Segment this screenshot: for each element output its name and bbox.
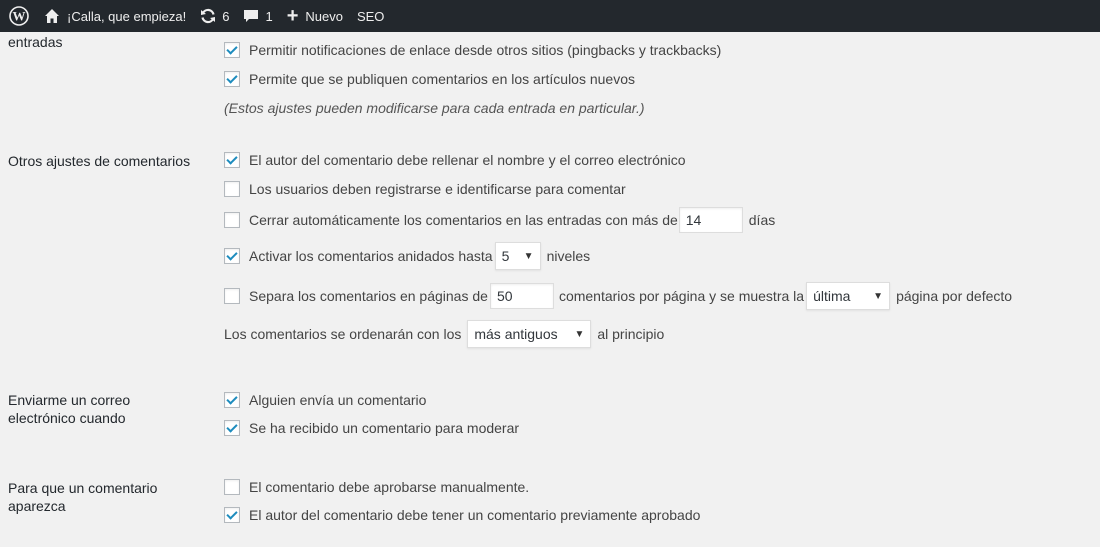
thread-depth-select[interactable]: 5 ▼	[495, 242, 541, 270]
allow-comments-option[interactable]: Permite que se publiquen comentarios en los artículos nuevos	[224, 67, 635, 91]
close-comments-days-input[interactable]: 14	[679, 207, 743, 233]
seo-label: SEO	[356, 8, 385, 24]
per-post-note: (Estos ajustes pueden modificarse para cada entrada en particular.)	[224, 100, 645, 116]
section-label-before-comment-appears: Para que un comentario aparezca	[8, 480, 158, 514]
pingbacks-option[interactable]: Permitir notificaciones de enlace desde otros sitios (pingbacks y trackbacks)	[224, 38, 721, 62]
wordpress-logo-icon[interactable]	[1, 0, 37, 32]
close-comments-checkbox[interactable]	[224, 212, 240, 228]
chevron-down-icon: ▼	[574, 328, 585, 340]
section-label-email-me: Enviarme un correo electrónico cuando	[8, 392, 131, 426]
comments-count: 1	[265, 8, 273, 24]
previously-approved-checkbox[interactable]	[224, 507, 240, 523]
home-icon	[44, 8, 60, 24]
paged-comments-option[interactable]: Separa los comentarios en páginas de 50 comentarios por página y se muestra la última ▼ página por defecto	[224, 284, 1012, 308]
comments-per-page-input[interactable]: 50	[490, 283, 554, 309]
updates-icon	[200, 8, 216, 24]
site-name: ¡Calla, que empieza!	[67, 8, 187, 24]
new-content-link[interactable]	[280, 0, 350, 32]
comment-order-option: Los comentarios se ordenarán con los más antiguos ▼ al principio	[224, 322, 664, 346]
svg-text:W: W	[12, 8, 26, 24]
admin-bar	[0, 0, 1100, 32]
require-registration-checkbox[interactable]	[224, 181, 240, 197]
require-name-email-checkbox[interactable]	[224, 152, 240, 168]
email-moderation-option[interactable]: Se ha recibido un comentario para moderar	[224, 416, 519, 440]
comment-icon	[243, 8, 259, 24]
close-comments-option[interactable]: Cerrar automáticamente los comentarios en las entradas con más de 14 días	[224, 208, 775, 232]
email-moderation-checkbox[interactable]	[224, 420, 240, 436]
section-label-other-comment-settings: Otros ajustes de comentarios	[8, 153, 191, 169]
previously-approved-option[interactable]: El autor del comentario debe tener un comentario previamente aprobado	[224, 503, 700, 527]
allow-comments-checkbox[interactable]	[224, 71, 240, 87]
pingbacks-checkbox[interactable]	[224, 42, 240, 58]
manual-approval-option[interactable]: El comentario debe aprobarse manualmente.	[224, 475, 529, 499]
section-label-entradas: entradas	[8, 34, 63, 50]
paged-comments-checkbox[interactable]	[224, 288, 240, 304]
comments-link[interactable]	[236, 0, 279, 32]
seo-menu[interactable]	[350, 0, 391, 32]
threaded-comments-option[interactable]: Activar los comentarios anidados hasta 5 ▼ niveles	[224, 244, 590, 268]
manual-approval-checkbox[interactable]	[224, 479, 240, 495]
require-name-email-option[interactable]: El autor del comentario debe rellenar el nombre y el correo electrónico	[224, 148, 686, 172]
updates-count: 6	[222, 8, 230, 24]
require-registration-option[interactable]: Los usuarios deben registrarse e identificarse para comentar	[224, 177, 626, 201]
updates-link[interactable]	[193, 0, 236, 32]
chevron-down-icon: ▼	[873, 290, 884, 302]
email-new-comment-checkbox[interactable]	[224, 392, 240, 408]
email-new-comment-option[interactable]: Alguien envía un comentario	[224, 388, 426, 412]
plus-icon: +	[286, 5, 299, 27]
site-name-link[interactable]	[37, 0, 193, 32]
chevron-down-icon: ▼	[523, 250, 534, 262]
threaded-comments-checkbox[interactable]	[224, 248, 240, 264]
comment-order-select[interactable]: más antiguos ▼	[467, 320, 591, 348]
new-label: Nuevo	[305, 8, 343, 24]
default-page-select[interactable]: última ▼	[806, 282, 890, 310]
